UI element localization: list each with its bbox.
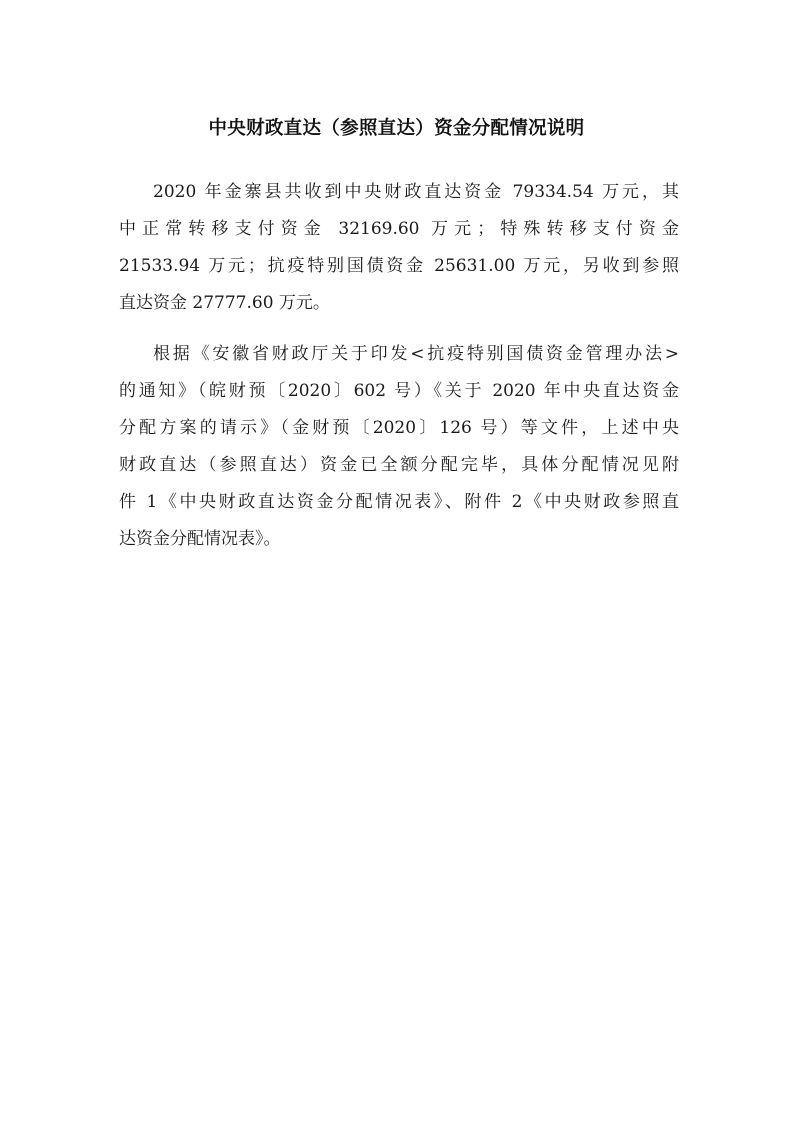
paragraph-2-line: 件 1《中央财政直达资金分配情况表》、附件 2《中央财政参照直 xyxy=(119,492,679,512)
paragraph-2-line: 的通知》（皖财预〔2020〕602 号）《关于 2020 年中央直达资金 xyxy=(119,381,679,401)
document-title: 中央财政直达（参照直达）资金分配情况说明 xyxy=(208,118,585,139)
paragraph-1-line: 直达资金 27777.60 万元。 xyxy=(119,293,330,313)
paragraph-2-line: 财政直达（参照直达）资金已全额分配完毕，具体分配情况见附 xyxy=(119,455,679,475)
paragraph-2-line: 达资金分配情况表》。 xyxy=(119,529,281,549)
paragraph-1-line: 中正常转移支付资金 32169.60 万元；特殊转移支付资金 xyxy=(119,219,679,239)
paragraph-1-line: 2020 年金寨县共收到中央财政直达资金 79334.54 万元，其 xyxy=(153,182,679,202)
paragraph-1-line: 21533.94 万元；抗疫特别国债资金 25631.00 万元，另收到参照 xyxy=(119,256,679,276)
paragraph-2-line: 分配方案的请示》（金财预〔2020〕126 号）等文件，上述中央 xyxy=(119,418,679,438)
paragraph-2-line: 根据《安徽省财政厅关于印发<抗疫特别国债资金管理办法> xyxy=(153,344,679,364)
